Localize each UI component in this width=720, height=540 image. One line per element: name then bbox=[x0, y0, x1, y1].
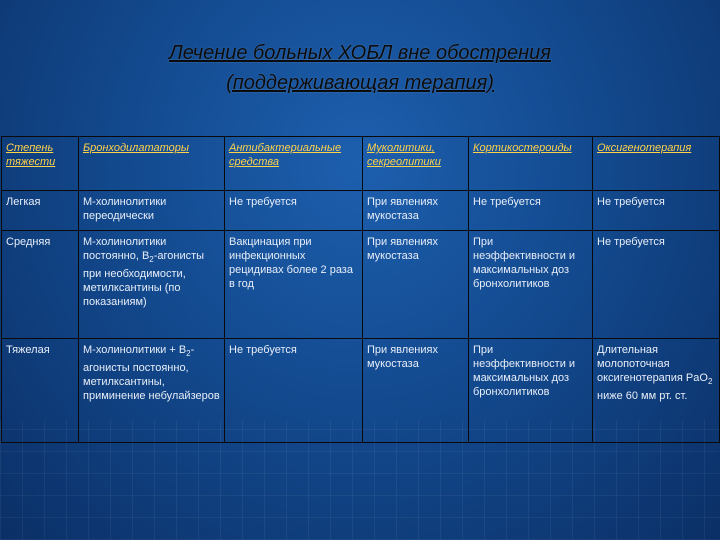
header-bronchodilators: Бронходилататоры bbox=[79, 137, 225, 191]
cell-severity: Средняя bbox=[2, 231, 79, 339]
cell-mucolytics: При явлениях мукостаза bbox=[363, 231, 469, 339]
header-severity: Степень тяжести bbox=[2, 137, 79, 191]
table-row bbox=[2, 339, 720, 443]
table-row bbox=[2, 231, 720, 339]
cell-antibacterial: Вакцинация при инфекционных рецидивах более 2 раза в год bbox=[225, 231, 363, 339]
cell-mucolytics: При явлениях мукостаза bbox=[363, 191, 469, 231]
cell-mucolytics: При явлениях мукостаза bbox=[363, 339, 469, 443]
cell-oxygen: Не требуется bbox=[593, 231, 720, 339]
header-corticosteroids: Кортикостероиды bbox=[469, 137, 593, 191]
header-oxygen: Оксигенотерапия bbox=[593, 137, 720, 191]
title-line-2: (поддерживающая терапия) bbox=[226, 72, 494, 94]
header-antibacterial: Антибактериальные средства bbox=[225, 137, 363, 191]
cell-oxygen: Не требуется bbox=[593, 191, 720, 231]
cell-antibacterial: Не требуется bbox=[225, 191, 363, 231]
title-line-1: Лечение больных ХОБЛ вне обострения bbox=[169, 42, 551, 64]
cell-corticosteroids: Не требуется bbox=[469, 191, 593, 231]
cell-oxygen: Длительная молопоточная оксигенотерапия PaO$_2$ ниже 60 мм рт. ст. bbox=[593, 339, 720, 443]
cell-bronchodilators: М-холинолитики переодически bbox=[79, 191, 225, 231]
cell-severity: Легкая bbox=[2, 191, 79, 231]
cell-corticosteroids: При неэффективности и максимальных доз бронхолитиков bbox=[469, 339, 593, 443]
therapy-table bbox=[1, 136, 720, 443]
cell-bronchodilators: М-холинолитики постоянно, $B_2$-агонисты при необходимости, метилксантины (по показаниям) bbox=[79, 231, 225, 339]
cell-bronchodilators: М-холинолитики + $B_2$-агонисты постоянно, метилксантины, приминение небулайзеров bbox=[79, 339, 225, 443]
cell-severity: Тяжелая bbox=[2, 339, 79, 443]
table-header-row bbox=[2, 137, 720, 191]
cell-corticosteroids: При неэффективности и максимальных доз бронхолитиков bbox=[469, 231, 593, 339]
header-mucolytics: Муколитики, секреолитики bbox=[363, 137, 469, 191]
cell-antibacterial: Не требуется bbox=[225, 339, 363, 443]
page-title bbox=[0, 38, 720, 98]
table-row bbox=[2, 191, 720, 231]
